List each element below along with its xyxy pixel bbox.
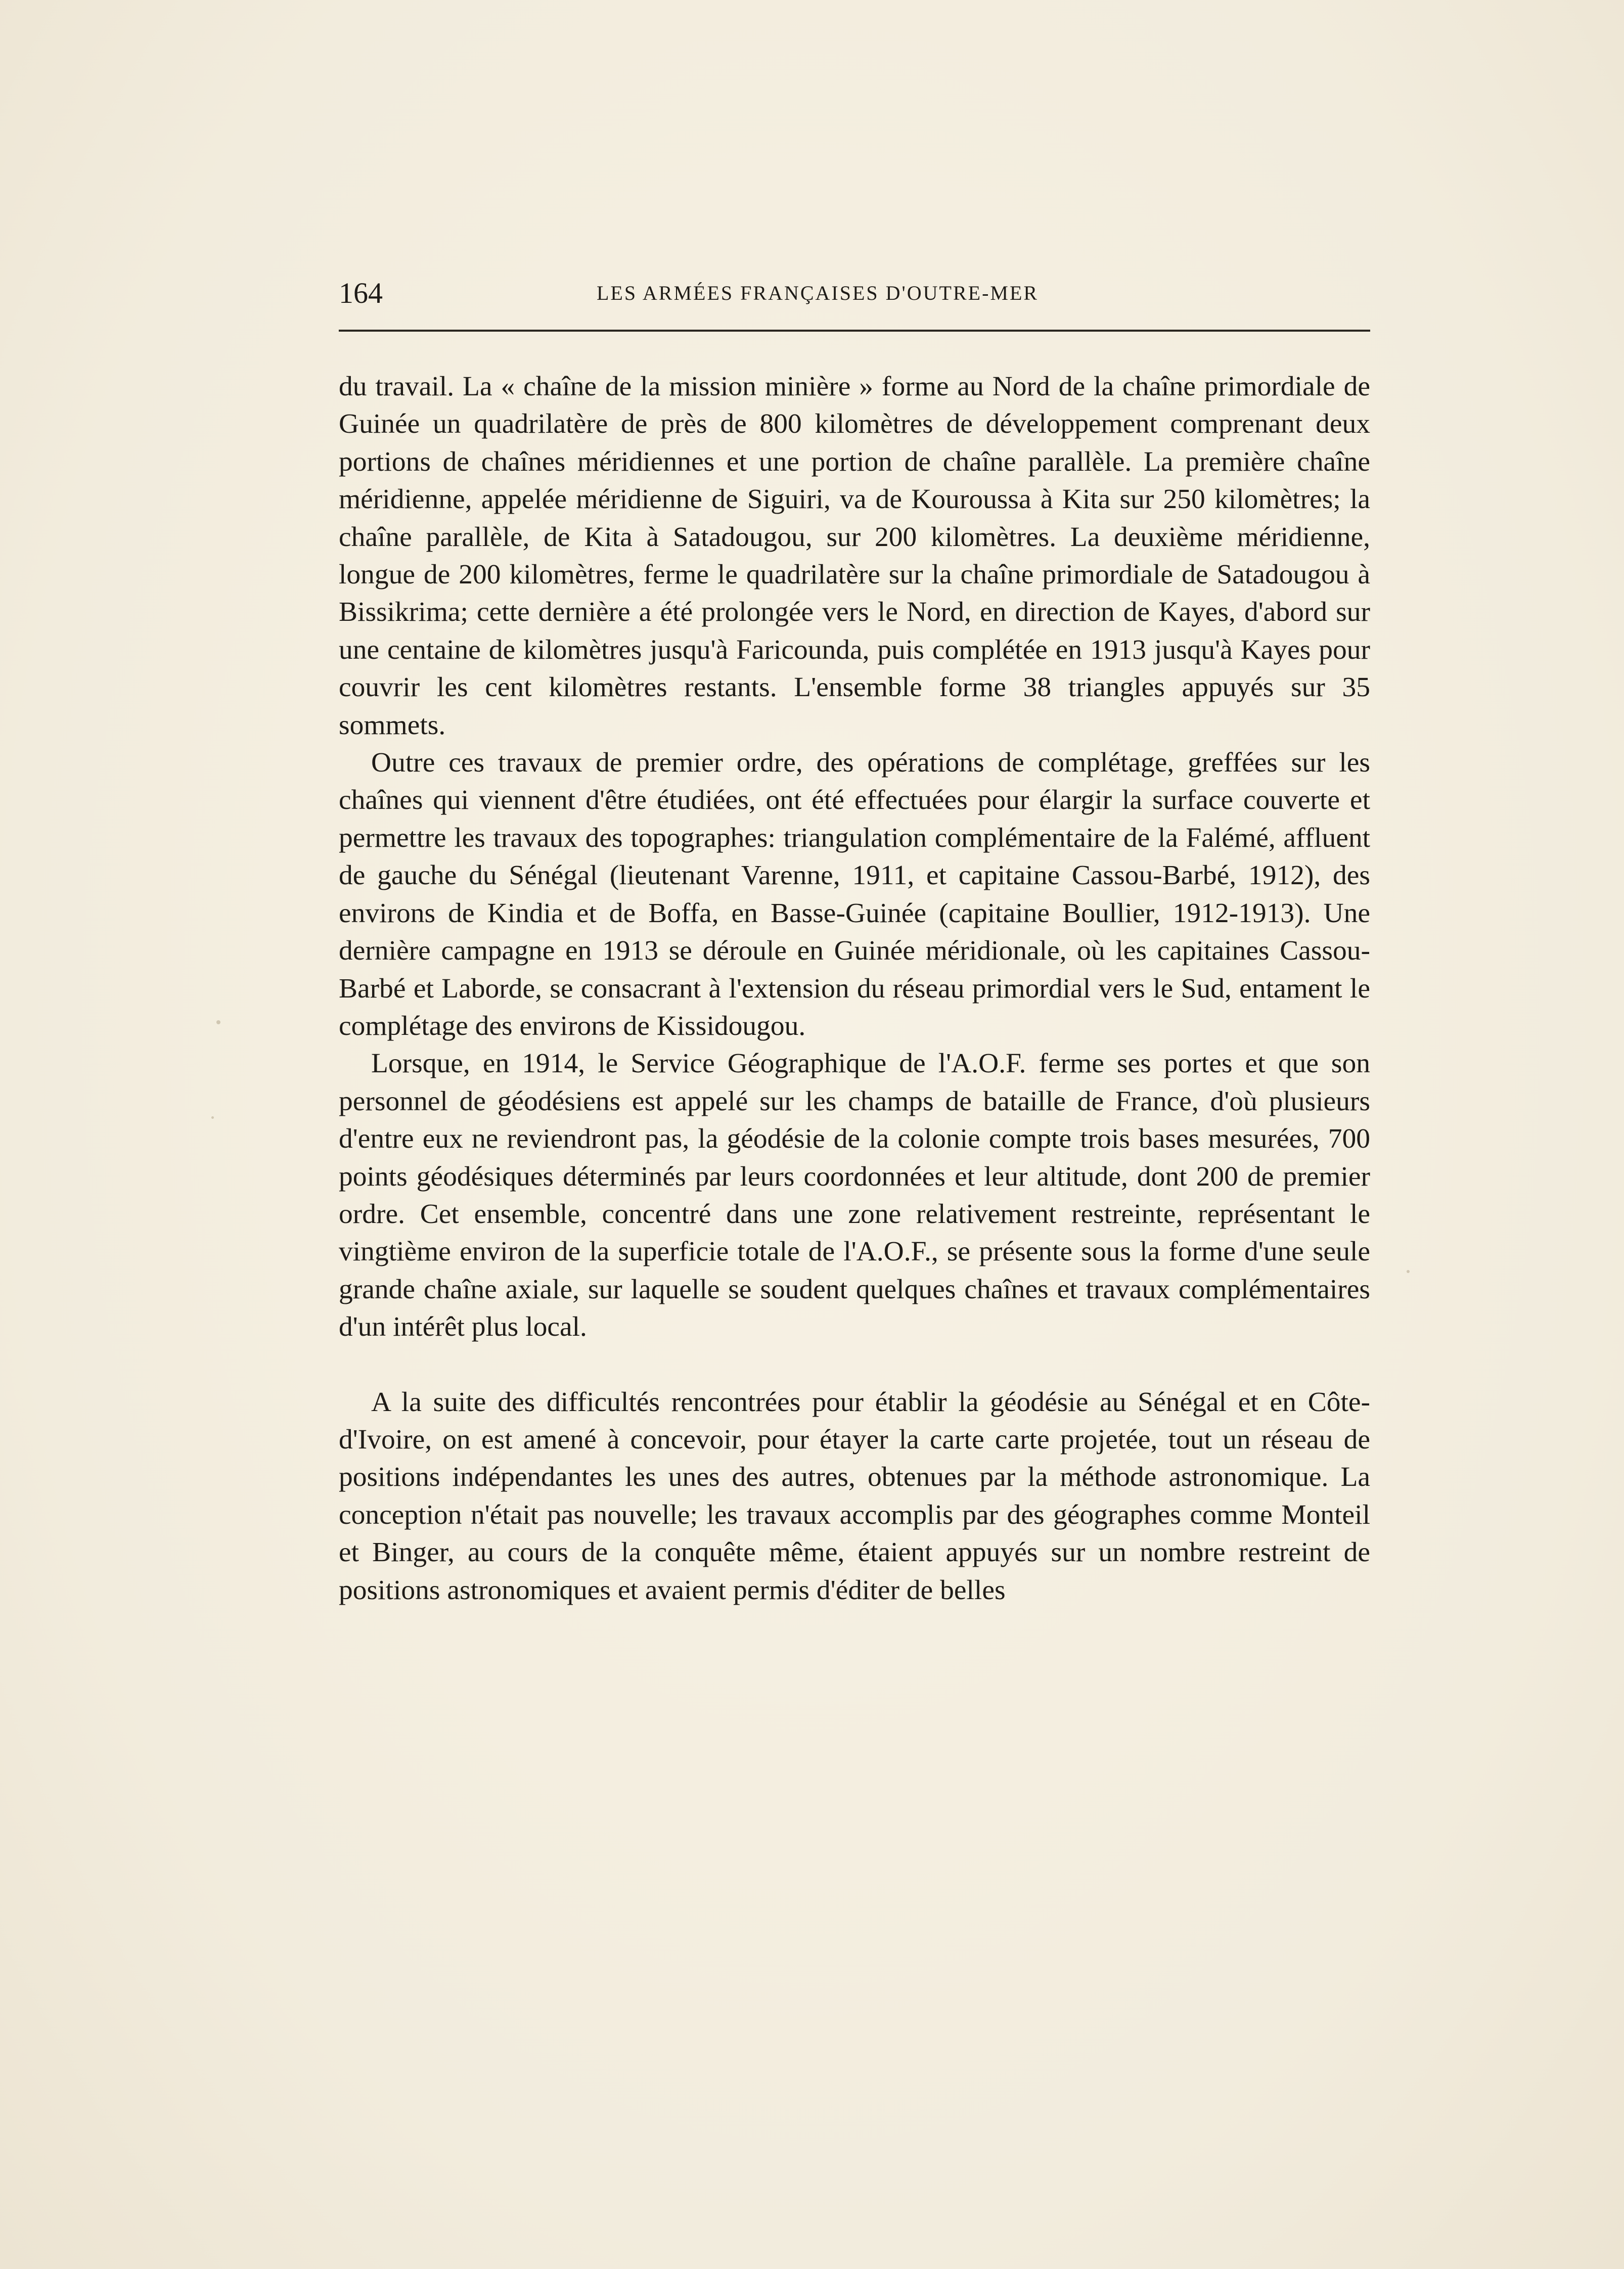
page-header [339,273,1370,313]
page-number: 164 [339,277,383,309]
body-text [339,368,1370,1609]
paper-speck [211,1116,214,1119]
paper-speck [216,1020,220,1024]
paragraph-3: Lorsque, en 1914, le Service Géographique de l'A.O.F. ferme ses portes et que son personnel de géodésiens est appelé sur les champs de bataille de France, d'où plusieurs d'entre eux ne reviendront pas, la géodésie de la colonie compte trois bases mesurées, 700 points géodésiques déterminés par leurs coordonnées et leur altitude, dont 200 de premier ordre. Cet ensemble, concentré dans une zone relativement restreinte, représentant le vingtième environ de la superficie totale de l'A.O.F., se présente sous la forme d'une seule grande chaîne axiale, sur laquelle se soudent quelques chaînes et travaux complémentaires d'un intérêt plus local. [339,1048,1370,1343]
header-rule [339,330,1370,332]
running-title: LES ARMÉES FRANÇAISES D'OUTRE-MER [597,282,1039,304]
paragraph-1: du travail. La « chaîne de la mission minière » forme au Nord de la chaîne primordiale de Guinée un quadrilatère de près de 800 kilomètres de développement comprenant deux portions de chaînes méridiennes et une portion de chaîne parallèle. La première chaîne méridienne, appelée méridienne de Siguiri, va de Kouroussa à Kita sur 250 kilomètres; la chaîne parallèle, de Kita à Satadougou, sur 200 kilomètres. La deuxième méridienne, longue de 200 kilomètres, ferme le quadrilatère sur la chaîne primordiale de Satadougou à Bissikrima; cette dernière a été prolongée vers le Nord, en direction de Kayes, d'abord sur une centaine de kilomètres jusqu'à Faricounda, puis complétée en 1913 jusqu'à Kayes pour couvrir les cent kilomètres restants. L'ensemble forme 38 triangles appuyés sur 35 sommets. [339,371,1370,741]
paper-speck [1407,1270,1410,1273]
paragraph-2: Outre ces travaux de premier ordre, des opérations de complétage, greffées sur les chaînes qui viennent d'être étudiées, ont été effectuées pour élargir la surface couverte et permettre les travaux des topographes: triangulation complémentaire de la Falémé, affluent de gauche du Sénégal (lieutenant Varenne, 1911, et capitaine Cassou-Barbé, 1912), des environs de Kindia et de Boffa, en Basse-Guinée (capitaine Boullier, 1912-1913). Une dernière campagne en 1913 se déroule en Guinée méridionale, où les capitaines Cassou-Barbé et Laborde, se consacrant à l'extension du réseau primordial vers le Sud, entament le complétage des environs de Kissidougou. [339,747,1370,1041]
paragraph-4: A la suite des difficultés rencontrées pour établir la géodésie au Sénégal et en Côte-d'Ivoire, on est amené à concevoir, pour étayer la carte carte projetée, tout un réseau de positions indépendantes les unes des autres, obtenues par la méthode astronomique. La conception n'était pas nouvelle; les travaux accomplis par des géographes comme Monteil et Binger, au cours de la conquête même, étaient appuyés sur un nombre restreint de positions astronomiques et avaient permis d'éditer de belles [339,1386,1370,1606]
